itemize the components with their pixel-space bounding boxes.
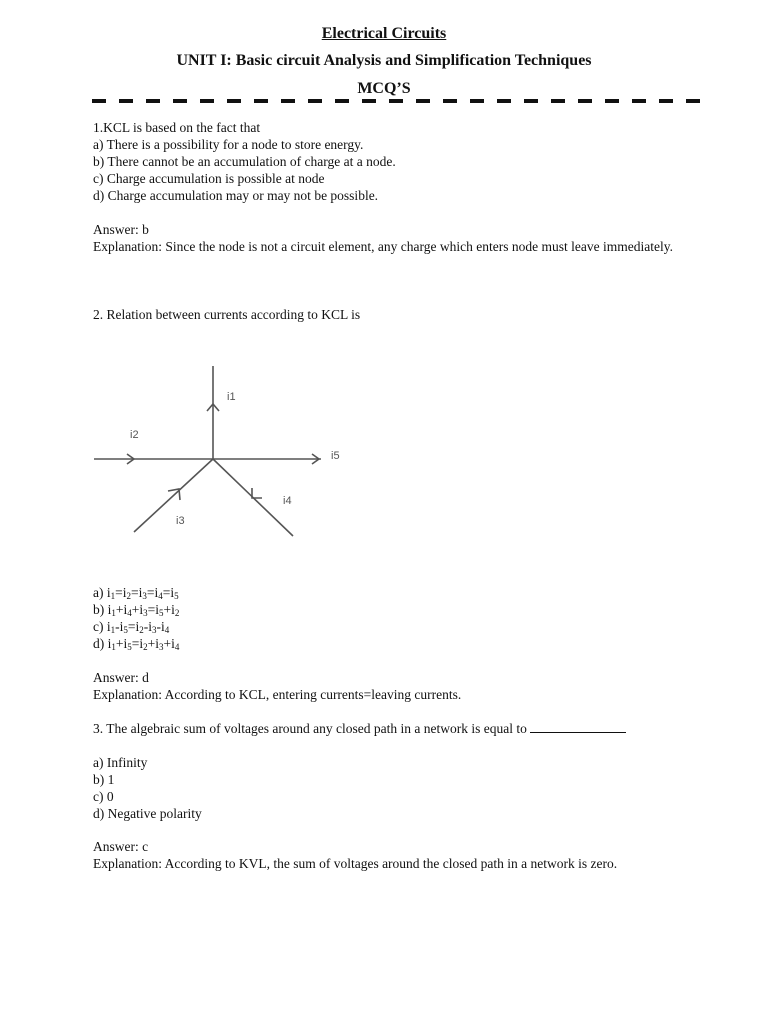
unit-title: UNIT I: Basic circuit Analysis and Simplification Techniques	[176, 52, 592, 69]
q1-option-d: d) Charge accumulation may or may not be possible.	[93, 188, 379, 203]
q1-option-c: c) Charge accumulation is possible at node	[93, 171, 325, 186]
label-i5: i5	[331, 450, 340, 462]
q2-option-a: a) $i_1=i_2=i_3=i_4=i_5$	[93, 585, 179, 601]
arrow-i4	[252, 488, 262, 498]
q3-option-a: a) Infinity	[93, 755, 148, 770]
kcl-node-diagram	[90, 358, 355, 543]
q2-option-b: b) $i_1+i_4+i_3=i_5+i_2$	[93, 602, 180, 618]
q2-option-d: d) $i_1+i_5=i_2+i_3+i_4$	[93, 636, 180, 652]
q1-option-a: a) There is a possibility for a node to store energy.	[93, 137, 364, 152]
label-i1: i1	[227, 391, 236, 403]
q1-answer: Answer: b	[93, 222, 149, 237]
document-title: Electrical Circuits	[321, 25, 447, 42]
answer-blank	[530, 721, 626, 733]
dashed-divider	[92, 98, 706, 104]
question-2: 2. Relation between currents according to KCL is	[93, 307, 361, 322]
q3-option-b: b) 1	[93, 772, 115, 787]
label-i4: i4	[283, 495, 292, 507]
label-i2: i2	[130, 429, 139, 441]
q3-answer: Answer: c	[93, 839, 149, 854]
q1-explanation: Explanation: Since the node is not a circuit element, any charge which enters node must leave immediately.	[93, 239, 673, 254]
q2-option-c: c) $i_1-i_5=i_2-i_3-i_4$	[93, 619, 170, 635]
q2-explanation: Explanation: According to KCL, entering currents=leaving currents.	[93, 687, 462, 702]
q2-answer: Answer: d	[93, 670, 149, 685]
q3-option-c: c) 0	[93, 789, 114, 804]
question-3: 3. The algebraic sum of voltages around any closed path in a network is equal to	[93, 720, 626, 737]
label-i3: i3	[176, 515, 185, 527]
section-heading: MCQ’S	[357, 80, 411, 97]
branch-i3-line	[134, 459, 213, 532]
question-1: 1.KCL is based on the fact that	[93, 120, 261, 135]
q3-option-d: d) Negative polarity	[93, 806, 202, 821]
q3-explanation: Explanation: According to KVL, the sum of voltages around the closed path in a network is zero.	[93, 856, 618, 871]
q1-option-b: b) There cannot be an accumulation of charge at a node.	[93, 154, 396, 169]
